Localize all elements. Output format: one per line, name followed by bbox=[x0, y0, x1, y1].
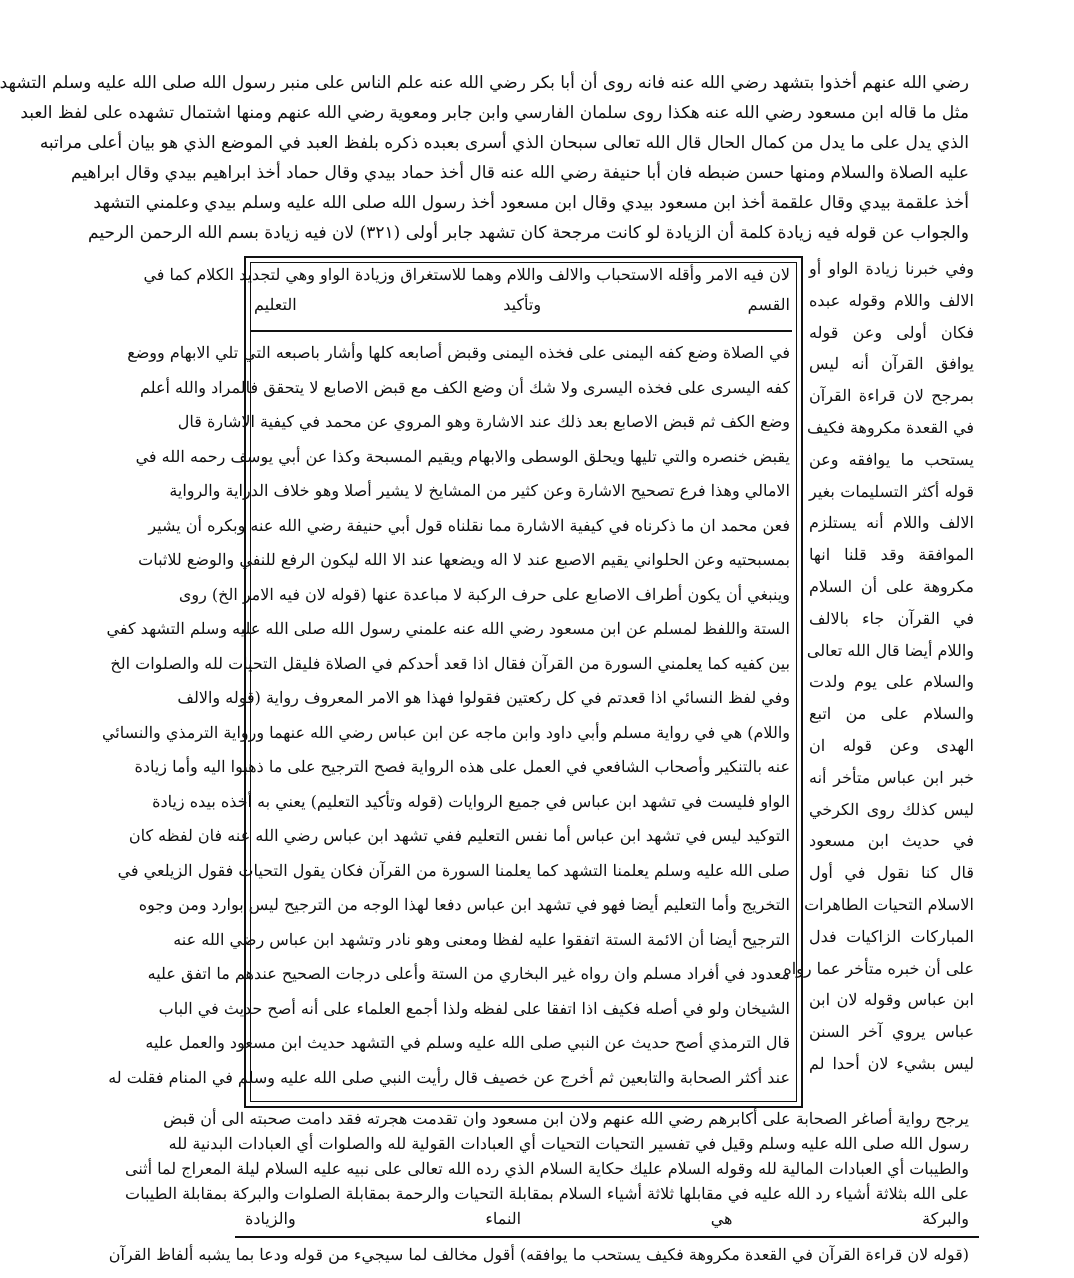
sharh-line: التوكيد ليس في تشهد ابن عباس أما نفس التعليم ففي تشهد ابن عباس رضي الله عنه فان لفظه كان bbox=[128, 826, 790, 845]
side-line: بمرجح لان قراءة القرآن bbox=[809, 386, 974, 406]
side-line: في القرآن جاء بالالف bbox=[809, 608, 974, 628]
side-line: وفي خبرنا زيادة الواو أو bbox=[809, 259, 974, 278]
text-line: الذي يدل على ما يدل من كمال الحال قال الله تعالى سبحان الذي أسرى بعبده ذكره بلفظ العبد في الموضع الذي هو بيان أعلى مراتبه bbox=[39, 133, 969, 153]
sharh-line: الترجيح أيضا أن الائمة الستة اتفقوا عليه لفظا ومعنى وهو نادر وتشهد ابن عباس رضي الله عنه bbox=[173, 929, 790, 949]
side-line: الاسلام التحيات الطاهرات bbox=[804, 895, 974, 914]
side-line: واللام أيضا قال الله تعالى bbox=[806, 640, 974, 660]
matn-line: القسم وتأكيد التعليم bbox=[254, 295, 790, 314]
sharh-line: فعن محمد ان ما ذكرناه في كيفية الاشارة مما نقلناه قول أبي حنيفة رضي الله عنه وبكره أن يشير bbox=[148, 515, 790, 535]
sharh-line: قال الترمذي أصح حديث عن النبي صلى الله عليه وسلم في التشهد حديث ابن مسعود والعمل عليه bbox=[145, 1033, 790, 1052]
sharh-line: عنه بالتنكير وأصحاب الشافعي في العمل على هذه الرواية فصح الترجيح على ما ذهبوا اليه وأما زيادة bbox=[134, 757, 790, 776]
text-line: والجواب عن قوله فيه زيادة كلمة أن الزيادة لو كانت مرجحة كان تشهد جابر أولى (٣٢١) لان فيه زيادة بسم الله الرحمن الرحيم bbox=[88, 223, 969, 243]
side-line: ليس بشيء لان أحدا لم bbox=[809, 1054, 974, 1073]
side-line: الهدى وعن قوله ان bbox=[809, 736, 974, 755]
bottom-line: والبركة هي النماء والزيادة bbox=[245, 1209, 969, 1228]
side-line: الالف واللام وقوله عبده bbox=[809, 290, 974, 310]
side-line: المباركات الزاكيات فدل bbox=[809, 926, 974, 946]
side-line: والسلام على يوم ولدت bbox=[809, 672, 974, 692]
side-line: والسلام على من اتبع bbox=[809, 704, 974, 724]
sharh-line: الستة واللفظ لمسلم عن ابن مسعود رضي الله عنه علمني رسول الله صلى الله عليه وسلم التشهد كفي bbox=[106, 619, 790, 638]
sharh-line: واللام) هي في رواية مسلم وأبي داود وابن ماجه عن ابن عباس رضي الله عنهما ورواية الترمذي والنسائي bbox=[101, 722, 790, 742]
side-line: مكروهة على أن السلام bbox=[809, 577, 974, 596]
sharh-line: وضع الكف ثم قبض الاصابع بعد ذلك عند الاشارة وهو المروي عن محمد في كيفية الاشارة قال bbox=[177, 412, 790, 431]
matn-line: لان فيه الامر وأقله الاستحباب والالف واللام وهما للاستغراق وزيادة الواو وهي لتجديد الكلام كما في bbox=[143, 265, 790, 284]
side-line: الموافقة وقد قلنا انها bbox=[809, 545, 974, 565]
side-line: على أن خبره متأخر عما رواه bbox=[783, 958, 974, 978]
sharh-line: وينبغي أن يكون أطراف الاصابع على حرف الركبة لا مباعدة عنها (قوله لان فيه الامر الخ) روى bbox=[178, 584, 790, 604]
text-line: عليه الصلاة والسلام ومنها حسن ضبطه فان أبا حنيفة رضي الله عنه قال أخذ حماد بيدي وقال حماد أخذ ابراهيم بيدي وقال ابراهيم bbox=[71, 163, 969, 183]
side-line: قال كنا نقول في أول bbox=[809, 863, 974, 883]
side-line: الالف واللام أنه يستلزم bbox=[809, 513, 974, 533]
side-line: قوله أكثر التسليمات بغير bbox=[809, 481, 974, 501]
sharh-line: بين كفيه كما يعلمني السورة من القرآن فقال اذا قعد أحدكم في الصلاة فليقل التحيات لله والصلوات الخ bbox=[110, 653, 790, 673]
side-line: فكان أولى وعن قوله bbox=[809, 322, 974, 342]
footer-note: (قوله لان قراءة القرآن في القعدة مكروهة فكيف يستحب ما يوافقه) أقول مخالف لما سيجيء من قوله ودعا بما يشبه ألفاظ القرآن bbox=[108, 1245, 969, 1264]
text-line: أخذ علقمة بيدي وقال علقمة أخذ ابن مسعود بيدي وقال ابن مسعود أخذ رسول الله صلى الله عليه وسلم بيدي وعلمني التشهد bbox=[93, 193, 969, 213]
sharh-line: كفه اليسرى على فخذه اليسرى ولا شك أن وضع الكف مع قبض الاصابع لا يتحقق فالمراد والله أعلم bbox=[140, 377, 790, 397]
side-line: ابن عباس وقوله لان ابن bbox=[809, 990, 974, 1010]
sharh-line: التخريج وأما التعليم أيضا فهو في تشهد ابن عباس دفعا لهذا الوجه من الترجيح ليس بوارد ومن وجوه bbox=[138, 895, 790, 914]
side-line: في القعدة مكروهة فكيف bbox=[806, 418, 974, 437]
side-line: يوافق القرآن أنه ليس bbox=[809, 354, 974, 374]
matn-divider bbox=[251, 330, 792, 332]
footer-rule bbox=[235, 1236, 979, 1238]
side-line: ليس كذلك روى الكرخي bbox=[809, 799, 974, 819]
sharh-line: يقبض خنصره والتي تليها ويحلق الوسطى والابهام ويقيم المسبحة وكذا عن أبي يوسف رحمه الله في bbox=[135, 446, 790, 466]
side-line: في حديث ابن مسعود bbox=[809, 831, 974, 851]
text-line: رضي الله عنهم أخذوا بتشهد رضي الله عنه فانه روى أن أبا بكر رضي الله عنه علم الناس على منبر رسول الله صلى الله عليه وسلم التشهد bbox=[0, 73, 969, 93]
sharh-line: معدود في أفراد مسلم وان رواه غير البخاري من الستة وأعلى درجات الصحيح عندهم ما اتفق عليه bbox=[147, 964, 790, 983]
sharh-line: عند أكثر الصحابة والتابعين ثم أخرج عن خصيف قال رأيت النبي صلى الله عليه وسلم في المنام فقلت له bbox=[108, 1067, 790, 1087]
bottom-line: على الله بثلاثة أشياء رد الله عليه في مقابلها ثلاثة أشياء السلام بمقابلة التحيات والرحمة بمقابلة الصلوات والبركة بمقابلة الطيبات bbox=[125, 1184, 969, 1203]
side-line: عباس يروي آخر السنن bbox=[809, 1022, 974, 1042]
sharh-line: الواو فليست في تشهد ابن عباس في جميع الروايات (قوله وتأكيد التعليم) يعني به أخذه بيده زيادة bbox=[152, 791, 790, 811]
side-line: خبر ابن عباس متأخر أنه bbox=[809, 767, 974, 787]
sharh-line: الشيخان ولو في أصله فكيف اذا اتفقا على لفظه ولذا أجمع العلماء على أنه أصح حديث في الباب bbox=[158, 998, 790, 1018]
text-line: مثل ما قاله ابن مسعود رضي الله عنه هكذا روى سلمان الفارسي وابن جابر ومعوية رضي الله عنهم ومنها اشتمال تشهده على لفظ العبد bbox=[20, 103, 969, 123]
sharh-line: في الصلاة وضع كفه اليمنى على فخذه اليمنى وقبض أصابعه كلها وأشار باصبعه التي تلي الابهام ووضع bbox=[127, 343, 790, 362]
side-line: يستحب ما يوافقه وعن bbox=[809, 449, 974, 469]
bottom-line: والطيبات أي العبادات المالية لله وقوله السلام عليك حكاية السلام الذي رده الله تعالى على نبيه عليه السلام ليلة المعراج لما أثنى bbox=[125, 1159, 969, 1178]
sharh-line: الامالي وهذا فرع تصحيح الاشارة وعن كثير من المشايخ لا يشير أصلا وهو خلاف الدراية والرواية bbox=[169, 481, 790, 500]
sharh-line: صلى الله عليه وسلم يعلمنا التشهد كما يعلمنا السورة من القرآن فكان يقول التحيات فقول الزيلعي في bbox=[117, 860, 790, 880]
sharh-line: بمسبحتيه وعن الحلواني يقيم الاصبع عند لا اله ويضعها عند الا الله ليكون الرفع للنفي والوضع للاثبات bbox=[138, 550, 790, 569]
bottom-line: يرجح رواية أصاغر الصحابة على أكابرهم رضي الله عنهم ولان ابن مسعود وان تقدمت هجرته فقد دامت صحبته الى أن قبض bbox=[163, 1109, 969, 1128]
sharh-line: وفي لفظ النسائي اذا قعدتم في كل ركعتين فقولوا فهذا هو الامر المعروف رواية (قوله والالف bbox=[177, 688, 790, 707]
bottom-line: رسول الله صلى الله عليه وسلم وقيل في تفسير التحيات التحيات أي العبادات القولية لله والصلوات أي العبادات البدنية لله bbox=[168, 1134, 969, 1153]
